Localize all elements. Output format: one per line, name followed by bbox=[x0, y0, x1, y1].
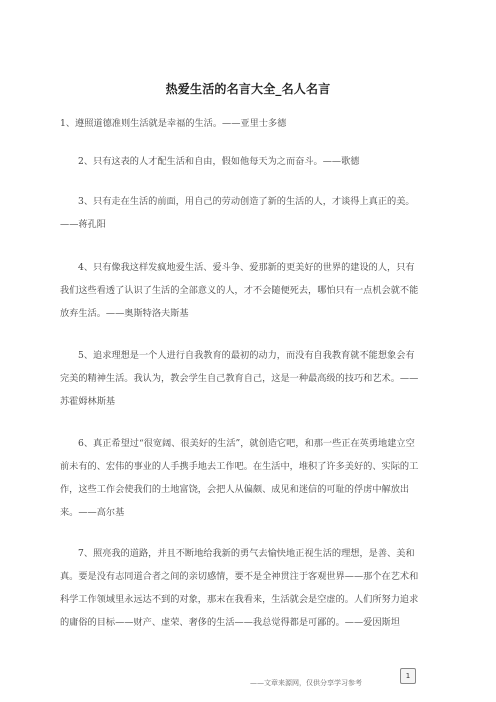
quote-paragraph-6: 6、真正希望过“很宽阔、很美好的生活”，就创造它吧，和那一些正在英勇地建立空前未有的、宏伟的事业的人手携手地去工作吧。在生活中，堆积了许多美好的、实际的工作，这些工作会使我们的土地富饶，会把人从偏颇、成见和迷信的可耻的俘虏中解放出来。——高尔基 bbox=[60, 438, 419, 518]
page-number-badge: 1 bbox=[400, 668, 416, 684]
quote-paragraph-3: 3、只有走在生活的前面，用自己的劳动创造了新的生活的人，才谈得上真正的美。——蒋孔阳 bbox=[60, 196, 415, 230]
quote-paragraph-4: 4、只有像我这样发疯地爱生活、爱斗争、爱那新的更美好的世界的建设的人，只有我们这些看透了认识了生活的全部意义的人，才不会随便死去，哪怕只有一点机会就不能放弃生活。——奥斯特洛夫斯基 bbox=[60, 262, 419, 319]
quote-paragraph-1: 1、遵照道德准则生活就是幸福的生活。——亚里士多德 bbox=[60, 118, 287, 129]
quote-paragraph-5: 5、追求理想是一个人进行自我教育的最初的动力，而没有自我教育就不能想象会有完美的精神生活。我认为，教会学生自己教育自己，这是一种最高级的技巧和艺术。——苏霍姆林斯基 bbox=[60, 350, 419, 407]
quote-paragraph-7: 7、照亮我的道路，并且不断地给我新的勇气去愉快地正视生活的理想，是善、美和真。要是没有志同道合者之间的亲切感情，要不是全神贯注于客观世界——那个在艺术和科学工作领域里永远达不到的对象，那末在我看来，生活就会是空虚的。人们所努力追求的庸俗的目标——财产、虚荣、奢侈的生活——我总觉得都是可鄙的。——爱因斯坦 bbox=[60, 548, 419, 628]
footer-note: ——文章来源网，仅供分享学习参考 bbox=[250, 679, 362, 687]
quote-paragraph-2: 2、只有这表的人才配生活和自由，假如他每天为之而奋斗。——歌德 bbox=[78, 156, 360, 167]
document-title: 热爱生活的名言大全_名人名言 bbox=[165, 82, 331, 96]
